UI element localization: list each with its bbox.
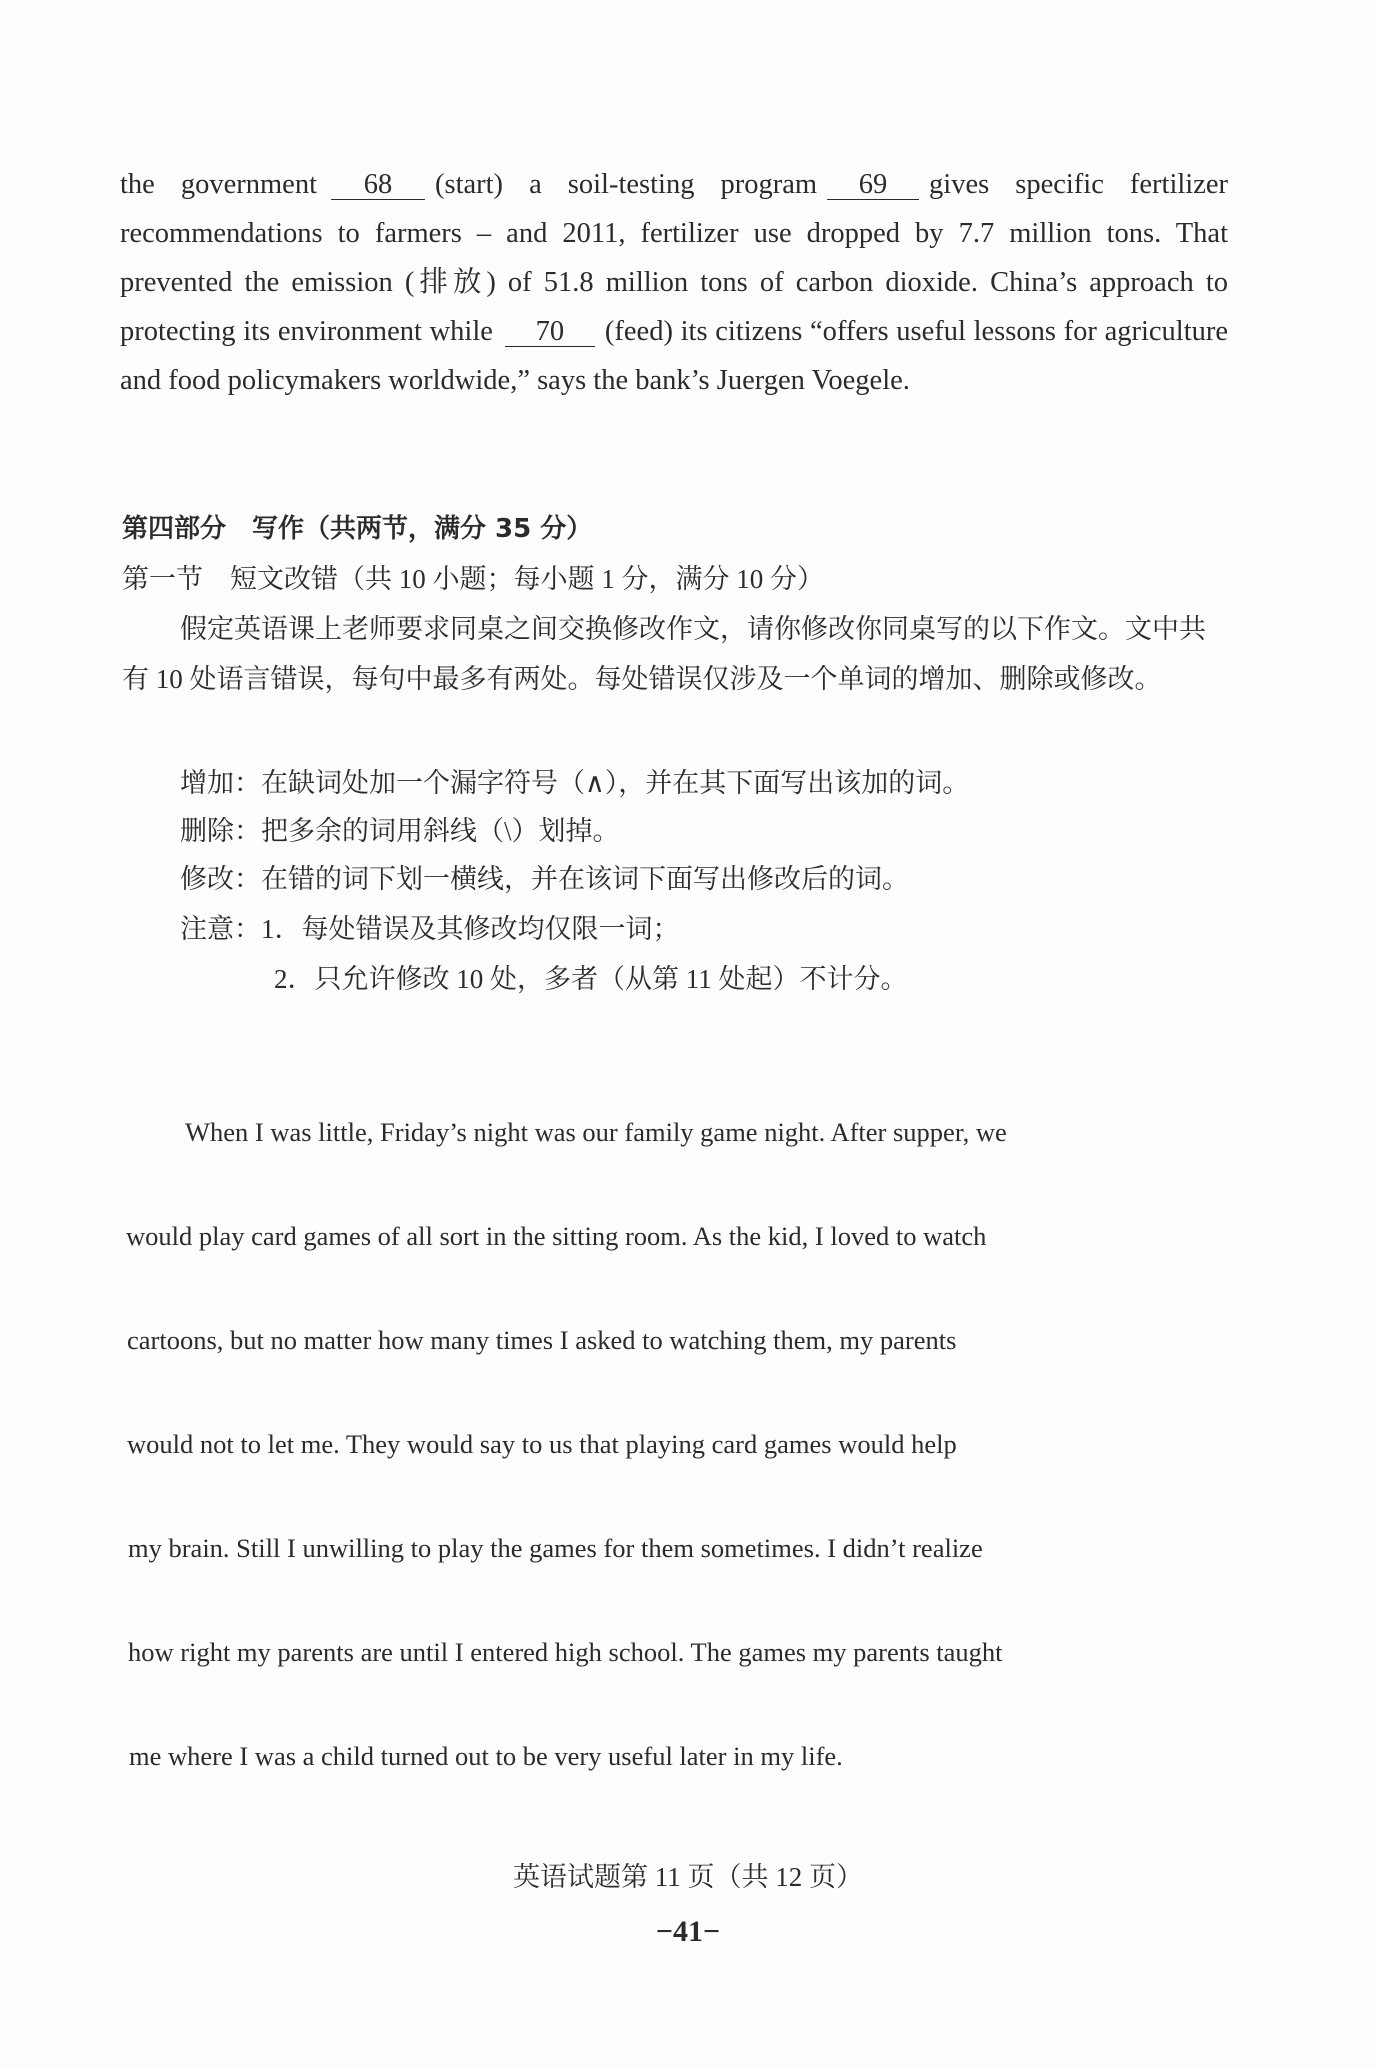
passage-text: (feed) its citizens “offers useful lessons for agriculture and food policymakers worldwide,” says the bank’s Juergen Voegele. [120,316,1229,396]
passage-text: gives specific fertilizer recommendations to farmers – and 2011, fertilizer use dropped by 7.7 million tons. That prevented the emission (排放) of 51.8 million tons of carbon dioxide. China’s approach to protecting its environment while [120,169,1229,347]
essay-line-7: me where I was a child turned out to be very useful later in my life. [129,1741,843,1771]
rule-delete: 删除：把多余的词用斜线（\）划掉。 [180,816,620,846]
blank-69: 69 [827,171,919,200]
grammar-fill-passage [120,160,1228,405]
essay-line-5: my brain. Still I unwilling to play the games for them sometimes. I didn’t realize [128,1533,983,1563]
essay-line-6: how right my parents are until I entered high school. The games my parents taught [128,1637,1003,1667]
blank-68: 68 [331,171,425,200]
page-number: −41− [655,1915,721,1948]
essay-line-1: When I was little, Friday’s night was our family game night. After supper, we [185,1117,1007,1147]
page-footer: 英语试题第 11 页（共 12 页） [513,1862,863,1892]
passage-text: (start) a soil-testing program [435,169,818,200]
passage-text: the government [120,169,317,200]
section-one-heading: 第一节 短文改错（共 10 小题；每小题 1 分，满分 10 分） [122,564,824,594]
instructions-paragraph: 假定英语课上老师要求同桌之间交换修改作文，请你修改你同桌写的以下作文。文中共有 10 处语言错误，每句中最多有两处。每处错误仅涉及一个单词的增加、删除或修改。 [122,614,1206,694]
part-four-heading: 第四部分 写作（共两节，满分 35 分） [122,514,593,544]
essay-line-3: cartoons, but no matter how many times I asked to watching them, my parents [127,1325,957,1355]
rule-modify: 修改：在错的词下划一横线，并在该词下面写出修改后的词。 [180,864,909,894]
essay-line-4: would not to let me. They would say to us that playing card games would help [127,1429,957,1459]
rule-note-2: 2．只允许修改 10 处，多者（从第 11 处起）不计分。 [274,964,908,994]
rule-add: 增加：在缺词处加一个漏字符号（∧），并在其下面写出该加的词。 [180,768,970,798]
rule-note-1: 注意：1．每处错误及其修改均仅限一词； [180,914,680,944]
blank-70: 70 [505,318,595,347]
essay-line-2: would play card games of all sort in the sitting room. As the kid, I loved to watch [126,1221,987,1251]
